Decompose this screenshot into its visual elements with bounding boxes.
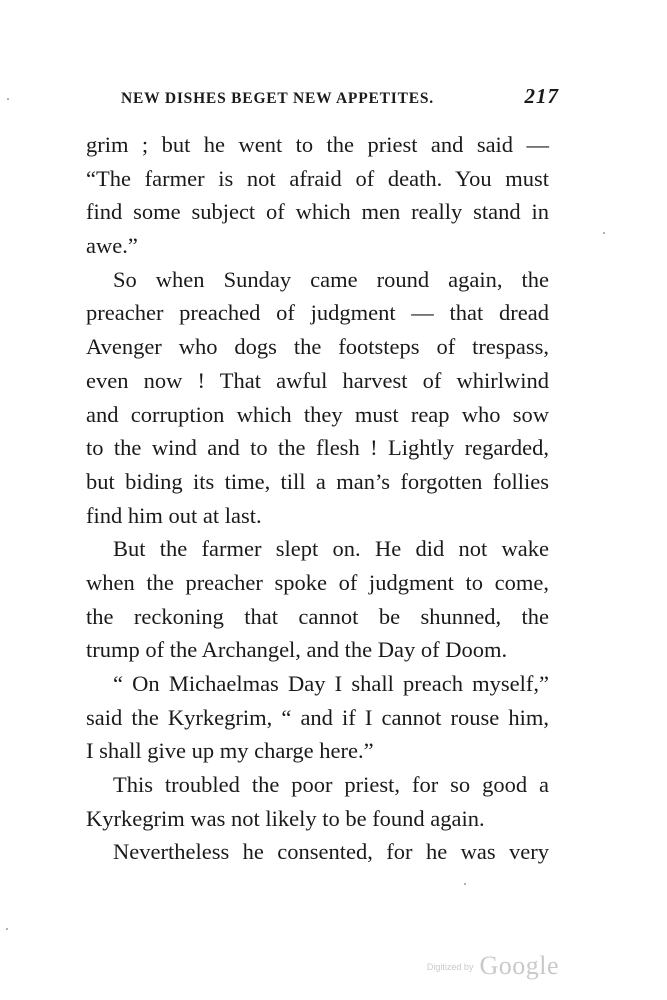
scan-speck [464,883,466,885]
text-line: when the preacher spoke of judgment to come, [86,569,549,595]
text-line: preacher preached of judgment — that dread [86,300,549,326]
text-line: awe.” [86,233,138,259]
watermark-prefix: Digitized by [426,962,474,972]
text-line: grim ; but he went to the priest and said — [86,132,549,157]
text-line: to the wind and to the flesh ! Lightly regarded, [86,435,549,461]
text-line: the reckoning that cannot be shunned, the [86,603,549,629]
scan-speck [7,98,9,100]
body-text [86,128,549,869]
text-line: Nevertheless he consented, for he was very [113,839,549,865]
text-line: Kyrkegrim was not likely to be found again. [86,805,485,831]
page-number: 217 [524,84,559,108]
text-line: Avenger who dogs the footsteps of trespass, [86,334,549,360]
text-line: “The farmer is not afraid of death. You must [86,165,549,191]
text-line: find him out at last. [86,502,262,528]
scan-speck [6,928,8,930]
text-line: trump of the Archangel, and the Day of Doom. [86,637,508,663]
text-line: find some subject of which men really stand in [86,199,549,225]
text-line: and corruption which they must reap who sow [86,401,549,427]
text-line: But the farmer slept on. He did not wake [113,536,549,562]
google-logo: Google [479,951,559,980]
digitized-by-google-watermark [427,951,559,981]
text-line: This troubled the poor priest, for so good a [113,772,549,798]
running-title: NEW DISHES BEGET NEW APPETITES. [121,90,434,107]
text-line: said the Kyrkegrim, “ and if I cannot rouse him, [86,704,549,730]
text-line: “ On Michaelmas Day I shall preach myself,” [113,671,549,696]
text-line: but biding its time, till a man’s forgotten follies [86,468,549,494]
text-line: even now ! That awful harvest of whirlwind [86,367,549,393]
scan-speck [603,232,605,234]
text-line: I shall give up my charge here.” [86,738,374,764]
running-head [121,84,559,110]
text-line: So when Sunday came round again, the [113,266,549,292]
